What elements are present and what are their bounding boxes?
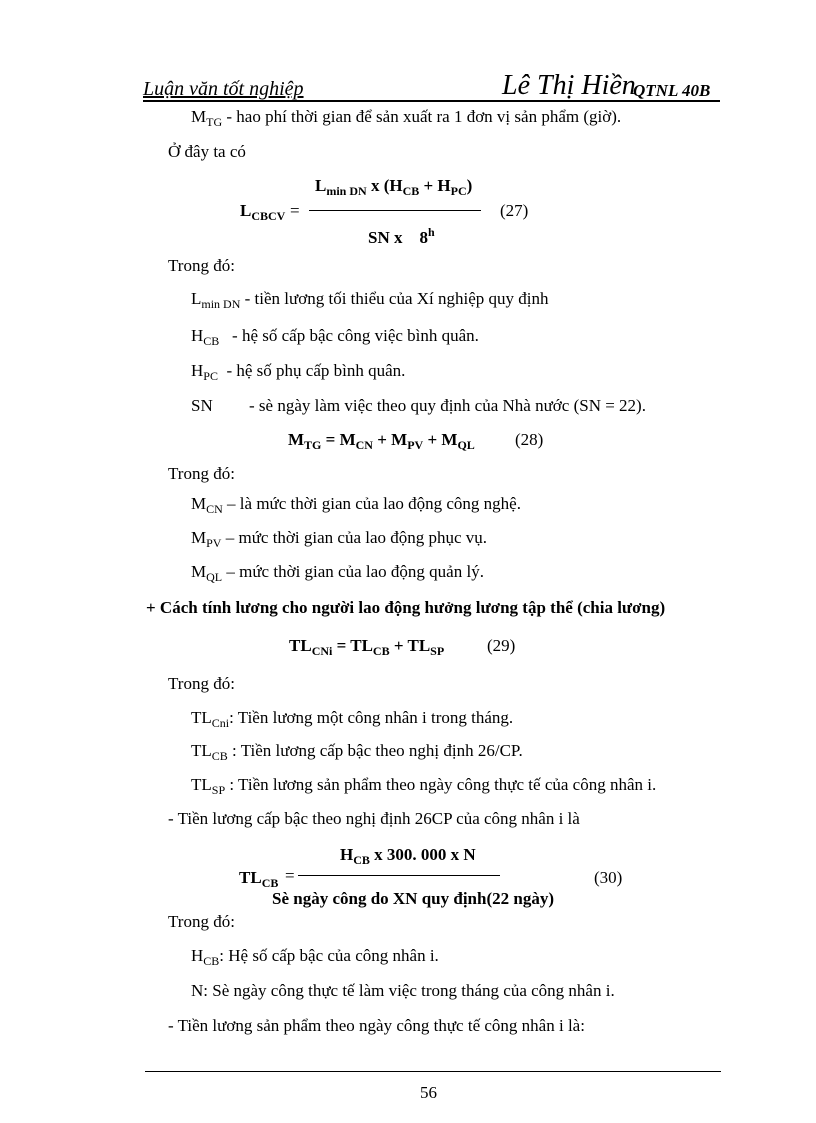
- f30-number: (30): [594, 868, 623, 887]
- f30-denominator: Sè ngày công do XN quy định(22 ngày): [272, 889, 554, 908]
- def-lmin: $L_{min DN}$ - tiền lương tối thiểu của Xí nghiệp quy định: [191, 289, 549, 311]
- def-mpv: $M_{PV}$ – mức thời gian của lao động phục vụ.: [191, 528, 488, 550]
- footer-rule: [145, 1071, 721, 1072]
- def-sn: - sè ngày làm việc theo quy định của Nhà nước (SN = 22).: [249, 396, 646, 415]
- def-tlsp: $TL_{SP}$ : Tiền lương sản phẩm theo ngày công thực tế của công nhân i.: [191, 775, 657, 797]
- bullet-cap-bac: - Tiền lương cấp bậc theo nghị định 26CP của công nhân i là: [168, 809, 580, 828]
- trong-do-3: Trong đó:: [168, 674, 235, 693]
- header-rule: [143, 100, 720, 102]
- header-class-code: QTNL 40B: [633, 81, 711, 100]
- f30-lhs: $TL_{CB}$: [239, 868, 279, 890]
- f27-number: (27): [500, 201, 529, 220]
- f27-equals: =: [290, 201, 300, 220]
- f27-fraction-bar: [309, 210, 481, 211]
- def-hcb-30: $H_{CB}$: Hệ số cấp bậc của công nhân i.: [191, 946, 439, 968]
- mtg-sub: TG: [206, 115, 223, 129]
- f28-number: (28): [515, 430, 544, 449]
- f28-formula: $M_{TG} = M_{CN} + M_{PV} + M_{QL}$: [288, 430, 475, 452]
- trong-do-2: Trong đó:: [168, 464, 235, 483]
- section-heading: + Cách tính lương cho người lao động hưởng lương tập thể (chia lương): [146, 598, 666, 617]
- header-thesis-label: Luận văn tốt nghiệp: [143, 78, 304, 100]
- def-mcn: $M_{CN}$ – là mức thời gian của lao động công nghệ.: [191, 494, 521, 516]
- mtg-definition: $M_{TG}$ - hao phí thời gian để sản xuất ra 1 đơn vị sản phẩm (giờ).: [191, 107, 622, 129]
- def-n: N: Sè ngày công thực tế làm việc trong tháng của công nhân i.: [191, 981, 615, 1000]
- f30-fraction-bar: [298, 875, 500, 876]
- f29-formula: $TL_{CNi} = TL_{CB} + TL_{SP}$: [289, 636, 445, 658]
- def-tlcb: $TL_{CB}$ : Tiền lương cấp bậc theo nghị định 26/CP.: [191, 741, 523, 763]
- def-hpc: $H_{PC}$ - hệ số phụ cấp bình quân.: [191, 361, 406, 383]
- trong-do-1: Trong đó:: [168, 256, 235, 275]
- f27-lhs: $L_{CBCV}$: [240, 201, 286, 223]
- def-tlcni: $TL_{Cni}$: Tiền lương một công nhân i trong tháng.: [191, 708, 514, 730]
- page-number: 56: [420, 1083, 437, 1102]
- trong-do-4: Trong đó:: [168, 912, 235, 931]
- f30-equals: =: [285, 866, 295, 885]
- def-mql: $M_{QL}$ – mức thời gian của lao động quản lý.: [191, 562, 484, 584]
- bullet-san-pham: - Tiền lương sản phẩm theo ngày công thực tế công nhân i là:: [168, 1016, 585, 1035]
- f29-number: (29): [487, 636, 516, 655]
- o-day-line: Ở đây ta có: [168, 142, 246, 161]
- def-sn-label: SN: [191, 396, 213, 415]
- f30-numerator: $H_{CB}$ x 300. 000 x N: [340, 845, 476, 867]
- f27-numerator: $L_{min DN}$ x $(H_{CB} + H_{PC})$: [315, 176, 473, 198]
- def-hcb: $H_{CB}$ - hệ số cấp bậc công việc bình quân.: [191, 326, 479, 348]
- header-author: Lê Thị Hiền: [502, 70, 636, 101]
- f27-denominator: SN x 8$^h$: [368, 225, 435, 247]
